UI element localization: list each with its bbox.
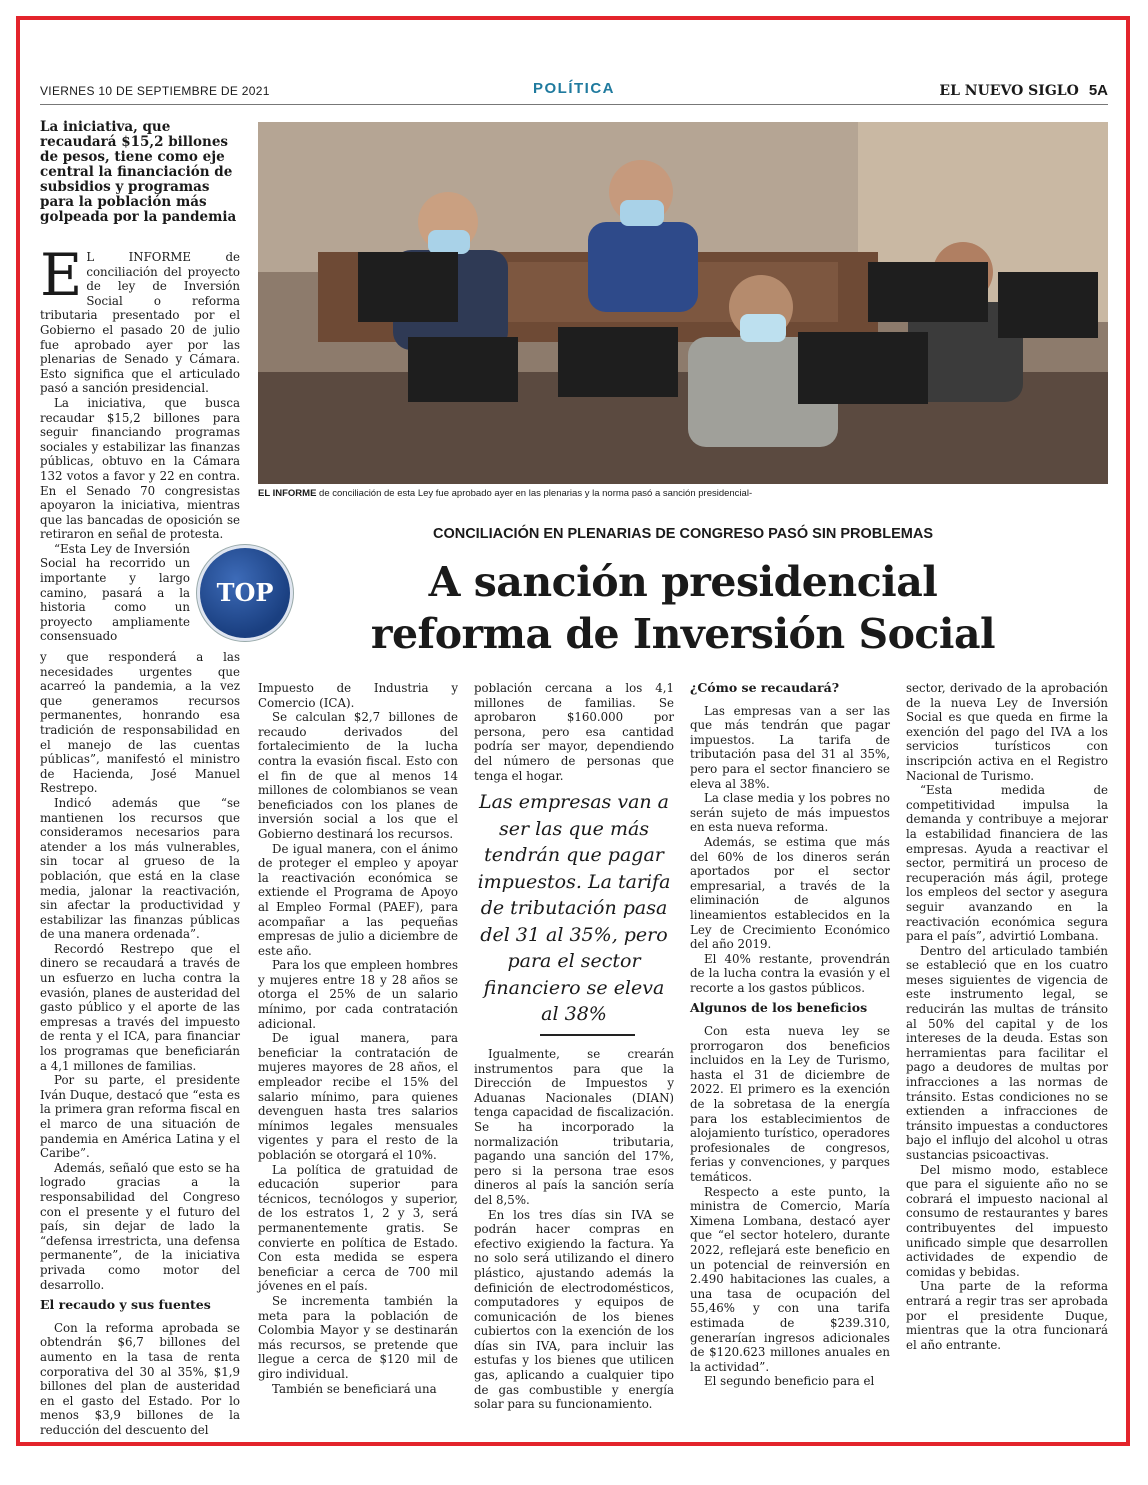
subhead-beneficios: Algunos de los beneficios	[690, 1000, 868, 1016]
congress-photo-illustration	[258, 122, 1108, 484]
header-rule	[40, 104, 1108, 105]
paragraph: “Esta medida de competitividad impulsa la demanda y contribuye a mejorar la estabilidad financiera de las empresas. Ayuda a reactivar el sector, permitirá un proceso de recuperación más ágil, protege los empleos del sector y asegura seguir avanzando en la reactivación económica segura para el país”, advirtió Lombana.	[906, 783, 1108, 944]
paragraph: y que responderá a las necesidades urgentes que acarreó la pandemia, a la vez que generamos recursos permanentes, honrando esa tradición de responsabilidad en el manejo de las cuentas públicas”, manifestó el ministro de Hacienda, José Manuel Restrepo.	[40, 650, 240, 796]
paragraph: Se calculan $2,7 billones de recaudo derivados del fortalecimiento de la lucha contra la evasión fiscal. Esto con el fin de que al menos 14 millones de colombianos se vean beneficiados con los planes de inversión social a los que el Gobierno destinará los recursos.	[258, 710, 458, 841]
column-1-upper	[40, 241, 240, 644]
paragraph: Dentro del articulado también se estableció que en los cuatro meses siguientes de vigencia de este instrumento legal, se reducirán las multas de tránsito al 50% del capital y de los intereses de la deuda. Estas son herramientas para facilitar el pago a deudores de multas por infracciones a las normas de tránsito. Estas condiciones no se extienden a infracciones de tránsito impuestas a conductores bajo el influjo del alcohol u otras sustancias psicoactivas.	[906, 943, 1108, 1162]
paragraph: Además, se estima que más del 60% de los dineros serán aportados por el sector empresarial, a través de la eliminación de algunos lineamientos establecidos en la Ley de Crecimiento Económico del año 2019.	[690, 834, 890, 952]
caption-text: de conciliación de esta Ley fue aprobado ayer en las plenarias y la norma pasó a sanción presidencial-	[316, 488, 753, 499]
subhead-como-se-recaudara: ¿Cómo se recaudará?	[690, 680, 840, 695]
paragraph: El 40% restante, provendrán de la lucha contra la evasión y el recorte a los gastos públicos.	[690, 951, 890, 995]
subhead-recaudo: El recaudo y sus fuentes	[40, 1297, 211, 1313]
paragraph: Del mismo modo, establece que para el siguiente año no se cobrará el impuesto nacional al consumo de restaurantes y bares contribuyentes del impuesto unificado simple que desarrollen actividades de expendio de comidas y bebidas.	[906, 1162, 1108, 1279]
column-2	[258, 681, 458, 1396]
paragraph: Respecto a este punto, la ministra de Comercio, María Ximena Lombana, destacó ayer que “el sector hotelero, durante 2022, reflejará este beneficio en un potencial de reinversión en 2.490 habitaciones las cuales, a una tasa de ocupación del 55,46% y con una tarifa estimada de $239.310, generarían ingresos adicionales de $120.623 millones anuales en la actividad”.	[690, 1184, 890, 1374]
paragraph: Recordó Restrepo que el dinero se recaudará a través de un esfuerzo en lucha contra la evasión, planes de austeridad del gasto público y el aporte de las empresas a través del impuesto de renta y el ICA, para financiar los programas que beneficiarán a 4,1 millones de familias.	[40, 941, 240, 1073]
page-number: 5A	[1088, 82, 1108, 99]
paragraph: población cercana a los 4,1 millones de familias. Se aprobaron $160.000 por persona, pero esa cantidad podría ser mayor, dependiendo del número de personas que tenga el hogar.	[474, 681, 674, 783]
paragraph: Igualmente, se crearán instrumentos para que la Dirección de Impuestos y Aduanas Nacionales (DIAN) tenga capacidad de fiscalización. Se ha incorporado la normalización tributaria, pagando una sanción del 17%, pero si la persona trae esos dineros al país la sanción sería del 8,5%.	[474, 1047, 674, 1207]
paragraph: De igual manera, para beneficiar la contratación de mujeres mayores de 28 años, el empleador recibe el 15% del salario mínimo, para quienes devenguen hasta tres salarios mínimos legales mensuales vigentes y para el resto de la población se otorgará el 10%.	[258, 1031, 458, 1162]
congress-photo	[258, 122, 1108, 484]
top-badge-label: TOP	[216, 578, 274, 607]
paragraph: Con la reforma aprobada se obtendrán $6,7 billones del aumento en la tasa de renta corporativa del 30 al 35%, $1,9 billones del plan de austeridad en el gasto del Estado. Por lo menos $3,9 billones de la reducción del descuento del	[40, 1320, 240, 1437]
paragraph: También se beneficiará una	[272, 1381, 437, 1396]
paragraph: Indicó además que “se mantienen los recursos que consideramos necesarios para atender a los más vulnerables, sin tocar al grueso de la población, que está en la clase media, jalonar la reactivación, sin afectar la productividad y estabilizar las finanzas públicas de una manera ordenada”.	[40, 795, 240, 942]
paragraph: Por su parte, el presidente Iván Duque, destacó que “esta es la primera gran reforma fiscal en el marco de una situación de pandemia en América Latina y el Caribe”.	[40, 1073, 240, 1161]
column-3-upper	[474, 681, 674, 783]
issue-date: VIERNES 10 DE SEPTIEMBRE DE 2021	[40, 84, 270, 98]
paragraph: Para los que empleen hombres y mujeres entre 18 y 28 años se otorga el 25% de un salario mínimo, por cada contratación adicional.	[258, 958, 458, 1031]
pull-quote-rule	[540, 1034, 635, 1036]
column-4	[690, 681, 890, 1389]
paragraph: Una parte de la reforma entrará a regir tras ser aprobada por el presidente Duque, mientras que la otra funcionará el año entrante.	[906, 1279, 1108, 1352]
paragraph: La política de gratuidad de educación superior para técnicos, tecnólogos y superior, de los estratos 1, 2 y 3, será permanentemente gratis. Se convierte en política de Estado. Con esta medida se espera beneficiar a cerca de 700 mil jóvenes en el país.	[258, 1162, 458, 1294]
lead-summary: La iniciativa, que recaudará $15,2 billones de pesos, tiene como eje central la financiación de subsidios y programas para la población más golpeada por la pandemia	[40, 119, 237, 225]
paragraph: “Esta Ley de Inversión Social ha recorrido un importante y largo camino, pasará a la historia como un proyecto ampliamente consensuado	[40, 541, 190, 644]
newspaper-brand	[939, 82, 1108, 99]
paragraph: Con esta nueva ley se prorrogaron dos beneficios incluidos en la Ley de Turismo, hasta el 31 de diciembre de 2022. El primero es la exención de la sobretasa de la energía para los establecimientos de alojamiento turístico, operadores profesionales de congresos, ferias y convenciones, y parques temáticos.	[690, 1024, 890, 1184]
column-3-lower	[474, 1047, 674, 1412]
paragraph: La iniciativa, que busca recaudar $15,2 billones para seguir financiando programas sociales y estabilizar las finanzas públicas, obtuvo en la Cámara 132 votos a favor y 22 en contra. En el Senado 70 congresistas apoyaron la iniciativa, mientras que las bancadas de oposición se retiraron en señal de protesta.	[40, 395, 240, 542]
drop-cap: E	[40, 241, 83, 309]
paragraph: Las empresas van a ser las que más tendrán que pagar impuestos. La tarifa de tributación pasa del 31 al 35%, pero para el sector financiero se eleva al 38%.	[690, 703, 890, 791]
paragraph: Además, señaló que esto se ha logrado gracias a la responsabilidad del Congreso con el presente y el futuro del país, sin dejar de lado la “defensa irrestricta, una defensa permanente”, de la iniciativa privada como motor del desarrollo.	[40, 1160, 240, 1292]
paragraph: De igual manera, con el ánimo de proteger el empleo y apoyar la reactivación económica se extiende el Programa de Apoyo al Empleo Formal (PAEF), para acompañar a las pequeñas empresas de julio a diciembre de este año.	[258, 841, 458, 958]
pull-quote: Las empresas van a ser las que más tendrán que pagar impuestos. La tarifa de tributación pasa del 31 al 35%, pero para el sector financiero se eleva al 38%	[477, 791, 671, 1025]
page-header	[40, 82, 1108, 102]
paragraph: sector, derivado de la aprobación de la nueva Ley de Inversión Social es que queda en firme la exención del pago del IVA a los servicios turísticos con inscripción activa en el Registro Nacional de Turismo.	[906, 681, 1108, 783]
photo-caption	[258, 488, 1108, 499]
paragraph: Impuesto de Industria y Comercio (ICA).	[258, 681, 458, 710]
headline	[258, 556, 1108, 660]
paragraph: En los tres días sin IVA se podrán hacer compras en efectivo exigiendo la factura. Ya no solo será utilizando el dinero plástico, ajustando además la definición de electrodomésticos, computadores y equipos de comunicación de los bienes cubiertos con la exención de los días sin IVA, para incluir las estufas y los bienes que utilicen gas, aplicando a cualquier tipo de gas combustible y energía solar para su funcionamiento.	[474, 1207, 674, 1412]
caption-strong: EL INFORME	[258, 488, 317, 499]
paragraph: Se incrementa también la meta para la población de Colombia Mayor y se destinarán más recursos, se pretende que llegue a cerca de $120 mil de giro individual.	[258, 1293, 458, 1381]
kicker: CONCILIACIÓN EN PLENARIAS DE CONGRESO PASÓ SIN PROBLEMAS	[432, 526, 934, 542]
section-name: POLÍTICA	[533, 80, 615, 97]
paragraph: E L INFORME de conciliación del proyecto de ley de Inversión Social o reforma tributaria presentado por el Gobierno el pasado 20 de julio fue aprobado ayer por las plenarias de Senado y Cámara. Esto significa que el articulado pasó a sanción presidencial.	[40, 241, 240, 396]
column-1-lower	[40, 650, 240, 1437]
column-5	[906, 681, 1108, 1352]
paragraph: El segundo beneficio para el	[704, 1374, 875, 1389]
headline-line-2: reforma de Inversión Social	[370, 610, 996, 658]
paragraph: La clase media y los pobres no serán sujeto de más impuestos en esta nueva reforma.	[690, 791, 890, 835]
brand-name: EL NUEVO SIGLO	[939, 83, 1079, 99]
headline-line-1: A sanción presidencial	[428, 558, 938, 606]
